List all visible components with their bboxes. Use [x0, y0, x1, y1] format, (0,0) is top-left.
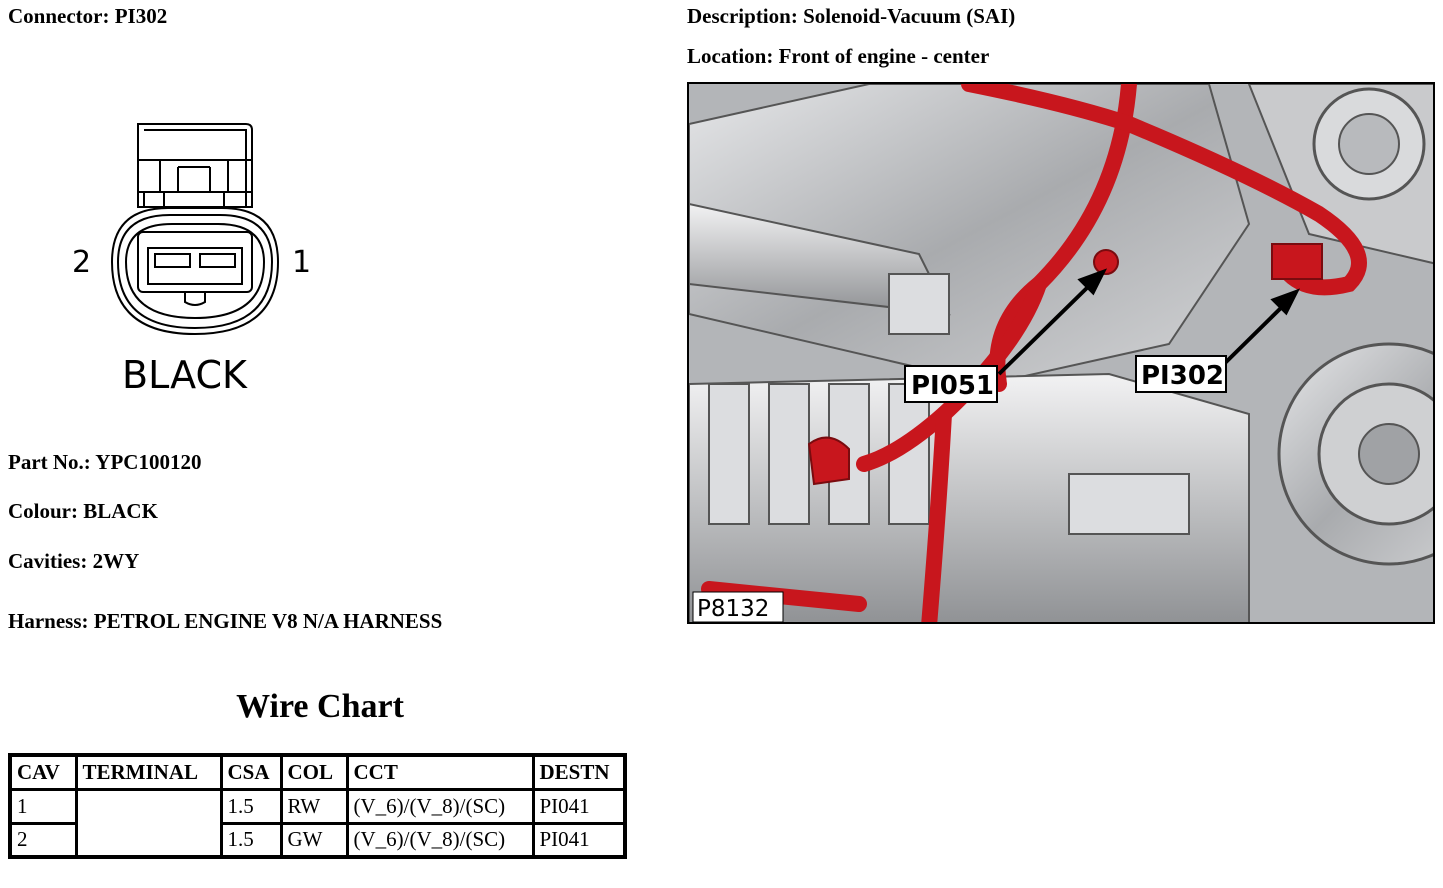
header-csa: CSA	[221, 755, 281, 789]
cavities-value: 2WY	[92, 549, 140, 573]
cell-col: RW	[281, 789, 347, 823]
header-cct: CCT	[347, 755, 533, 789]
part-line	[8, 450, 201, 475]
diagram-colour-label: BLACK	[122, 353, 247, 397]
harness-line	[8, 609, 442, 634]
connector-diagram	[60, 112, 320, 402]
colour-value: BLACK	[83, 499, 158, 523]
cavities-label: Cavities:	[8, 549, 88, 573]
harness-value: PETROL ENGINE V8 N/A HARNESS	[93, 609, 443, 633]
callout-p8132: P8132	[697, 596, 770, 622]
callout-pi051: PI051	[911, 371, 995, 401]
part-label: Part No.:	[8, 450, 91, 474]
cell-cct: (V_6)/(V_8)/(SC)	[347, 823, 533, 857]
header-cav: CAV	[10, 755, 76, 789]
table-row	[10, 789, 625, 823]
engine-location-image	[687, 82, 1435, 624]
harness-label: Harness:	[8, 609, 89, 633]
cell-cct: (V_6)/(V_8)/(SC)	[347, 789, 533, 823]
part-value: YPC100120	[95, 450, 202, 474]
colour-line	[8, 499, 158, 524]
connector-line	[8, 4, 167, 29]
location-label: Location:	[687, 44, 774, 68]
wire-chart-header-row	[10, 755, 625, 789]
pin-label-left: 2	[72, 245, 92, 280]
header-terminal: TERMINAL	[76, 755, 221, 789]
header-col: COL	[281, 755, 347, 789]
header-destn: DESTN	[533, 755, 625, 789]
cell-csa: 1.5	[221, 823, 281, 857]
description-label: Description:	[687, 4, 798, 28]
cavities-line	[8, 549, 139, 574]
location-line	[687, 44, 989, 69]
cell-cav: 1	[10, 789, 76, 823]
cell-destn: PI041	[533, 789, 625, 823]
connector-value: PI302	[114, 4, 168, 28]
cell-terminal	[76, 789, 221, 857]
cell-csa: 1.5	[221, 789, 281, 823]
cell-destn: PI041	[533, 823, 625, 857]
colour-label: Colour:	[8, 499, 78, 523]
cell-cav: 2	[10, 823, 76, 857]
wire-chart-title: Wire Chart	[236, 688, 404, 725]
description-value: Solenoid-Vacuum (SAI)	[803, 4, 1016, 28]
callout-pi302: PI302	[1141, 361, 1225, 391]
description-line	[687, 4, 1015, 29]
connector-label: Connector:	[8, 4, 110, 28]
pin-label-right: 1	[292, 245, 312, 280]
wire-chart-table	[8, 753, 627, 859]
location-value: Front of engine - center	[778, 44, 990, 68]
cell-col: GW	[281, 823, 347, 857]
